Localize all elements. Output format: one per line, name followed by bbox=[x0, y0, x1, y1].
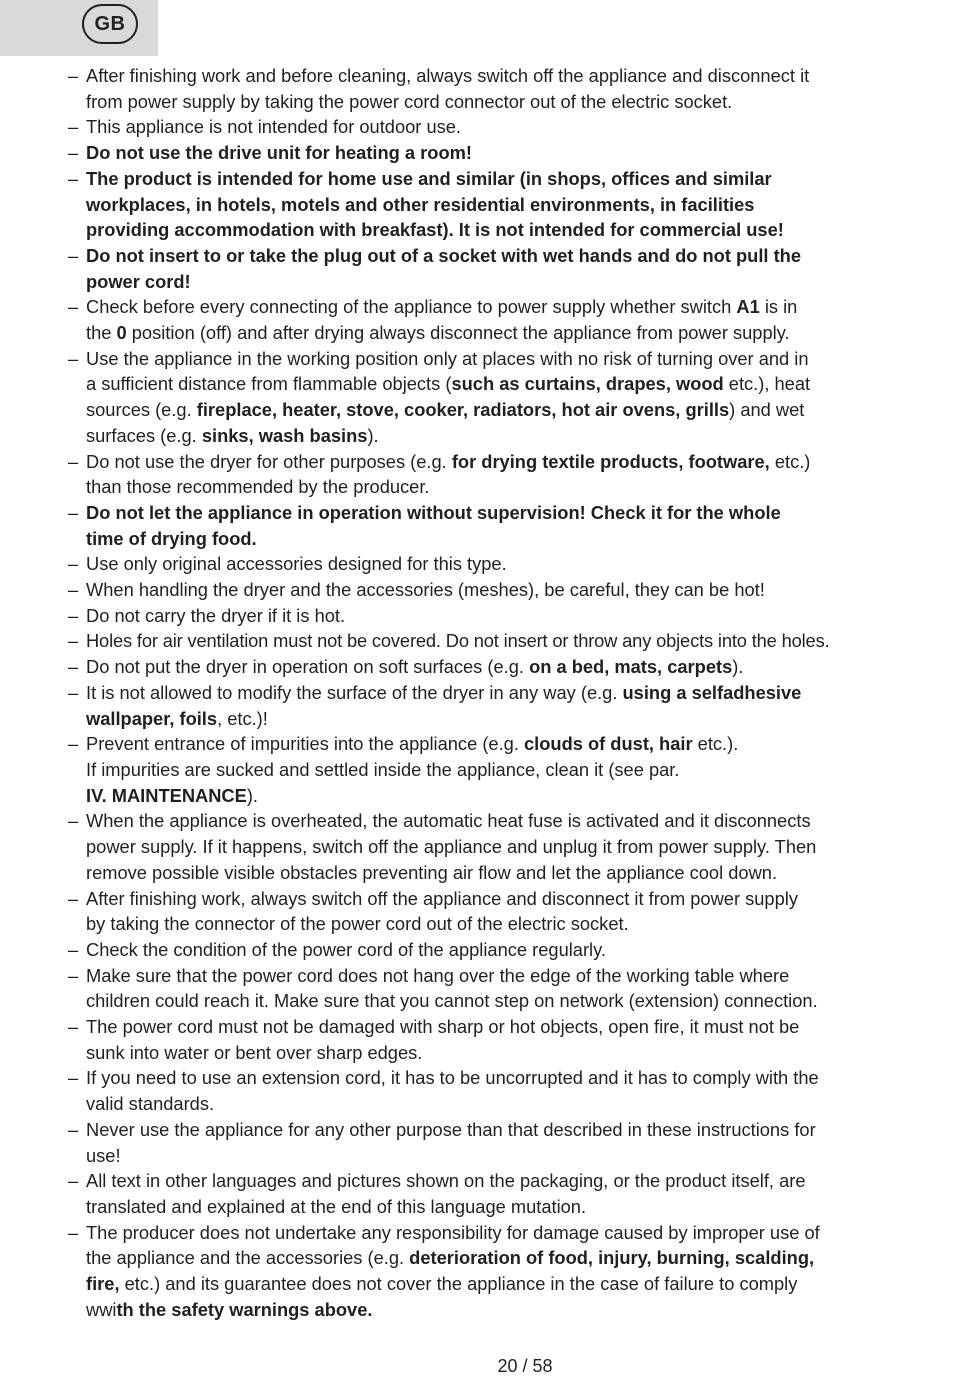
list-item bbox=[68, 346, 960, 372]
list-item-continuation bbox=[68, 706, 960, 732]
list-item bbox=[68, 808, 960, 834]
list-item bbox=[68, 963, 960, 989]
list-item bbox=[68, 577, 960, 603]
text: the appliance and the accessories (e.g. bbox=[86, 1247, 410, 1269]
text: It is not allowed to modify the surface of the dryer in any way (e.g. bbox=[86, 681, 623, 703]
list-item bbox=[68, 294, 960, 320]
safety-instructions-list bbox=[68, 63, 960, 1322]
bold-text: such as curtains, drapes, wood bbox=[451, 373, 724, 395]
list-item bbox=[68, 680, 960, 706]
list-item bbox=[68, 243, 960, 269]
list-item bbox=[68, 628, 960, 654]
bold-text: for drying textile products, footware, bbox=[451, 450, 770, 472]
text: sources (e.g. bbox=[86, 399, 197, 421]
page-number: 20 / 58 bbox=[497, 1356, 553, 1376]
list-item-continuation bbox=[68, 474, 960, 500]
text: Use only original accessories designed for this type. bbox=[86, 553, 507, 575]
text: ). bbox=[732, 656, 744, 678]
text: etc.) bbox=[769, 450, 811, 472]
bold-text: sinks, wash basins bbox=[201, 424, 368, 446]
list-item bbox=[68, 603, 960, 629]
text: Make sure that the power cord does not hang over the edge of the working table where bbox=[86, 964, 790, 986]
list-item-continuation bbox=[68, 1271, 960, 1297]
list-item-continuation bbox=[68, 1143, 960, 1169]
text: than those recommended by the producer. bbox=[86, 476, 430, 498]
list-item-continuation bbox=[68, 911, 960, 937]
bold-text: Do not insert to or take the plug out of a socket with wet hands and do not pull the bbox=[86, 244, 802, 266]
bold-text: IV. MAINTENANCE bbox=[86, 784, 247, 806]
text: the bbox=[86, 322, 117, 344]
language-tab bbox=[0, 0, 158, 56]
text: ) and wet bbox=[729, 399, 805, 421]
text: etc.) and its guarantee does not cover the appliance in the case of failure to comply bbox=[119, 1273, 798, 1295]
list-item bbox=[68, 1117, 960, 1143]
text: etc.). bbox=[692, 733, 739, 755]
text: Do not put the dryer in operation on soft surfaces (e.g. bbox=[86, 656, 530, 678]
list-item bbox=[68, 937, 960, 963]
text: All text in other languages and pictures shown on the packaging, or the product itself, are bbox=[86, 1170, 806, 1192]
list-item-continuation bbox=[68, 834, 960, 860]
text: When handling the dryer and the accessories (meshes), be careful, they can be hot! bbox=[86, 579, 765, 601]
bold-text: on a bed, mats, carpets bbox=[529, 656, 733, 678]
text: valid standards. bbox=[86, 1093, 215, 1115]
bold-text: The product is intended for home use and similar (in shops, offices and similar bbox=[86, 167, 772, 189]
list-item bbox=[68, 166, 960, 192]
list-item-continuation bbox=[68, 757, 960, 783]
list-item-continuation bbox=[68, 269, 960, 295]
bold-text: using a selfadhesive bbox=[622, 681, 802, 703]
list-item-continuation bbox=[68, 1245, 960, 1271]
list-item bbox=[68, 1065, 960, 1091]
text: translated and explained at the end of this language mutation. bbox=[86, 1195, 587, 1217]
list-item bbox=[68, 886, 960, 912]
bold-text: deterioration of food, injury, burning, scalding, bbox=[409, 1247, 815, 1269]
list-item-continuation bbox=[68, 89, 960, 115]
text: position (off) and after drying always disconnect the appliance from power supply. bbox=[126, 322, 790, 344]
text: use! bbox=[86, 1144, 121, 1166]
bold-text: workplaces, in hotels, motels and other residential environments, in facilities bbox=[86, 193, 755, 215]
text: , etc.)! bbox=[217, 707, 268, 729]
bold-text: time of drying food. bbox=[86, 527, 257, 549]
list-item-continuation bbox=[68, 371, 960, 397]
text: Use the appliance in the working position only at places with no risk of turning over and in bbox=[86, 347, 809, 369]
bold-text: wallpaper, foils bbox=[86, 707, 218, 729]
bold-text: fireplace, heater, stove, cooker, radiators, hot air ovens, grills bbox=[196, 399, 730, 421]
text: Do not use the dryer for other purposes (e.g. bbox=[86, 450, 452, 472]
language-badge: GB bbox=[82, 4, 138, 44]
list-item-continuation bbox=[68, 192, 960, 218]
bold-text: 0 bbox=[116, 322, 127, 344]
text: ). bbox=[246, 784, 258, 806]
list-item-continuation bbox=[68, 988, 960, 1014]
text: Prevent entrance of impurities into the appliance (e.g. bbox=[86, 733, 524, 755]
text: If impurities are sucked and settled inside the appliance, clean it (see par. bbox=[86, 758, 680, 780]
list-item-continuation bbox=[68, 1040, 960, 1066]
text: Never use the appliance for any other purpose than that described in these instructions for bbox=[86, 1118, 816, 1140]
text: Check the condition of the power cord of the appliance regularly. bbox=[86, 938, 606, 960]
list-item bbox=[68, 140, 960, 166]
list-item-continuation bbox=[68, 860, 960, 886]
text: wwi bbox=[86, 1298, 117, 1320]
list-item-continuation bbox=[68, 217, 960, 243]
text: a sufficient distance from flammable objects ( bbox=[86, 373, 452, 395]
bold-text: providing accommodation with breakfast). It is not intended for commercial use! bbox=[86, 219, 784, 241]
list-item-continuation bbox=[68, 397, 960, 423]
list-item bbox=[68, 731, 960, 757]
text: sunk into water or bent over sharp edges. bbox=[86, 1041, 423, 1063]
text: from power supply by taking the power cord connector out of the electric socket. bbox=[86, 90, 733, 112]
bold-text: clouds of dust, hair bbox=[523, 733, 693, 755]
text: by taking the connector of the power cord out of the electric socket. bbox=[86, 913, 629, 935]
text: The producer does not undertake any responsibility for damage caused by improper use of bbox=[86, 1221, 820, 1243]
text: is in bbox=[759, 296, 798, 318]
text: The power cord must not be damaged with sharp or hot objects, open fire, it must not be bbox=[86, 1016, 800, 1038]
list-item-continuation bbox=[68, 526, 960, 552]
bold-text: Do not let the appliance in operation without supervision! Check it for the whole bbox=[86, 501, 781, 523]
text: If you need to use an extension cord, it has to be uncorrupted and it has to comply with the bbox=[86, 1067, 819, 1089]
list-item-continuation bbox=[68, 320, 960, 346]
list-item bbox=[68, 449, 960, 475]
text: After finishing work, always switch off the appliance and disconnect it from power supply bbox=[86, 887, 798, 909]
list-item bbox=[68, 1168, 960, 1194]
text: Do not carry the dryer if it is hot. bbox=[86, 604, 346, 626]
text: power supply. If it happens, switch off the appliance and unplug it from power supply. Then bbox=[86, 836, 817, 858]
list-item bbox=[68, 114, 960, 140]
text: Check before every connecting of the appliance to power supply whether switch bbox=[86, 296, 737, 318]
list-item bbox=[68, 63, 960, 89]
list-item bbox=[68, 1014, 960, 1040]
text: ). bbox=[367, 424, 379, 446]
bold-text: A1 bbox=[736, 296, 760, 318]
text: Holes for air ventilation must not be covered. Do not insert or throw any objects into the holes. bbox=[86, 630, 830, 652]
list-item bbox=[68, 551, 960, 577]
text: surfaces (e.g. bbox=[86, 424, 202, 446]
text: remove possible visible obstacles preventing air flow and let the appliance cool down. bbox=[86, 861, 778, 883]
text: When the appliance is overheated, the automatic heat fuse is activated and it disconnects bbox=[86, 810, 811, 832]
list-item-continuation bbox=[68, 1091, 960, 1117]
text: children could reach it. Make sure that you cannot step on network (extension) connection. bbox=[86, 990, 818, 1012]
bold-text: power cord! bbox=[86, 270, 191, 292]
text: etc.), heat bbox=[723, 373, 811, 395]
list-item bbox=[68, 500, 960, 526]
text: This appliance is not intended for outdoor use. bbox=[86, 116, 462, 138]
bold-text: fire, bbox=[86, 1273, 120, 1295]
text: After finishing work and before cleaning, always switch off the appliance and disconnect it bbox=[86, 65, 810, 86]
bold-text: th the safety warnings above. bbox=[116, 1298, 373, 1320]
list-item-continuation bbox=[68, 783, 960, 809]
list-item-continuation bbox=[68, 423, 960, 449]
bold-text: Do not use the drive unit for heating a room! bbox=[86, 142, 472, 164]
list-item-continuation bbox=[68, 1297, 960, 1323]
list-item-continuation bbox=[68, 1194, 960, 1220]
list-item bbox=[68, 1220, 960, 1246]
list-item bbox=[68, 654, 960, 680]
